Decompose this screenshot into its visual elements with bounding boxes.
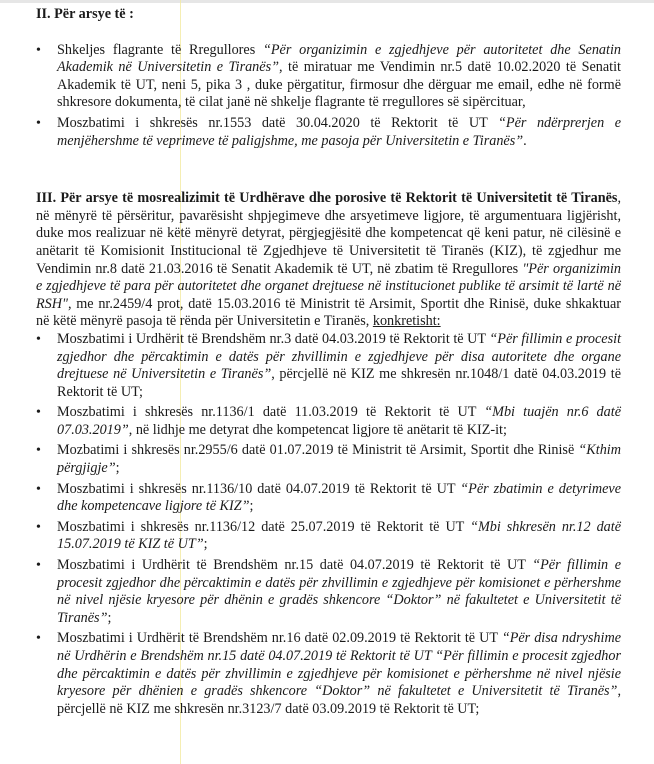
- list-item: • Moszbatimi i shkresës nr.1136/10 datë 04.07.2019 të Rektorit të UT “Për zbatimin e detyrimeve dhe kompetencave ligjore të KIZ”;: [36, 481, 621, 516]
- list-item: • Moszbatimi i Urdhërit të Brendshëm nr.16 datë 02.09.2019 të Rektorit të UT “Për disa ndryshime në Urdhërin e Brendshëm nr.15 datë 04.07.2019 të Rektorit të UT “Për fillimin e procesit zgjedhor dhe përcaktimin e datës për zhvillimin e zgjedhjeve për komisionet e përhershme në nivel njësie kryesore për dhënien e gradës shkencore “Doktor” në fakultetet e Universitetit të Tiranës”, përcjellë në KIZ me shkresën nr.3123/7 datë 03.09.2019 të Rektorit të UT;: [36, 630, 621, 718]
- list-item: • Moszbatimi i shkresës nr.1136/1 datë 11.03.2019 të Rektorit të UT “Mbi tuajën nr.6 datë 07.03.2019”, në lidhje me detyrat dhe kompetencat ligjore të anëtarit të KIZ-it;: [36, 404, 621, 439]
- document-page: [36, 6, 621, 721]
- konkretisht-label: konkretisht:: [372, 313, 441, 330]
- section-2-list: [36, 42, 621, 151]
- list-item: • Shkeljes flagrante të Rregullores “Për organizimin e zgjedhjeve për autoritetet dhe Senatin Akademik në Universitetin e Tiranës”, të miratuar me Vendimin nr.5 datë 10.02.2020 të Senatit Akademik të UT, neni 5, pika 3 , duke përgatitur, firmosur dhe dërguar me email, edhe në formë shkresore dokumenta, të cilat janë në shkelje flagrante të rregullores së sipërcituar,: [36, 42, 621, 112]
- section-3-list: [36, 331, 621, 718]
- list-item: • Mozbatimi i shkresës nr.2955/6 datë 01.07.2019 të Ministrit të Arsimit, Sportit dhe Rinisë “Kthim përgjigje”;: [36, 442, 621, 477]
- list-item: • Moszbatimi i Urdhërit të Brendshëm nr.15 datë 04.07.2019 të Rektorit të UT “Për fillimin e procesit zgjedhor dhe përcaktimin e datës për zhvillimin e zgjedhjeve për komisionet e përhershme në nivel njësie kryesore për dhënin e gradës shkencore “Doktor” në fakultetet e Universitetit të Tiranës”;: [36, 557, 621, 627]
- scan-top-edge: [0, 0, 654, 3]
- list-item: • Moszbatimi i Urdhërit të Brendshëm nr.3 datë 04.03.2019 të Rektorit të UT “Për fillimin e procesit zgjedhor dhe përcaktimin e datës për zhvillimin e zgjedhjeve për disa autoritete dhe organe drejtuese në Universitetin e Tiranës”, përcjellë në KIZ me shkresën nr.1048/1 datë 04.03.2019 të Rektorit të UT;: [36, 331, 621, 401]
- section-3-paragraph: III. Për arsye të mosrealizimit të Urdhërave dhe porosive të Rektorit të Universitetit të Tiranës, në mënyrë të përsëritur, pavarësisht shpjegimeve dhe arsyetimeve ligjore, të argumentuara ligjërisht, duke mos realizuar në këtë mënyrë detyrat, përgjegjësitë dhe kompetencat që keni patur, në cilësinë e anëtarit të Komisionit Institucional të Zgjedhjeve të Universitetit të Tiranës (KIZ), të zgjedhur me Vendimin nr.8 datë 21.03.2016 të Senatit Akademik të UT, në zbatim të Rregullores "Për organizimin e zgjedhjeve të para për autoritetet dhe organet drejtuese në institucionet publike të arsimit të lartë në RSH", me nr.2459/4 prot, datë 15.03.2016 të Ministrit të Arsimit, Sportit dhe Rinisë, duke shkaktuar në këtë mënyrë pasoja të rënda për Universitetin e Tiranës, konkretisht:: [36, 190, 621, 330]
- list-item: • Moszbatimi i shkresës nr.1553 datë 30.04.2020 të Rektorit të UT “Për ndërprerjen e menjëhershme të veprimeve të paligjshme, me pasoja për Universitetin e Tiranës”.: [36, 115, 621, 150]
- section-3-heading: III. Për arsye të mosrealizimit të Urdhërave dhe porosive të Rektorit të Universitetit të Tiranës: [36, 190, 618, 207]
- list-item: • Moszbatimi i shkresës nr.1136/12 datë 25.07.2019 të Rektorit të UT “Mbi shkresën nr.12 datë 15.07.2019 të KIZ të UT”;: [36, 519, 621, 554]
- section-2-heading: II. Për arsye të :: [36, 6, 134, 22]
